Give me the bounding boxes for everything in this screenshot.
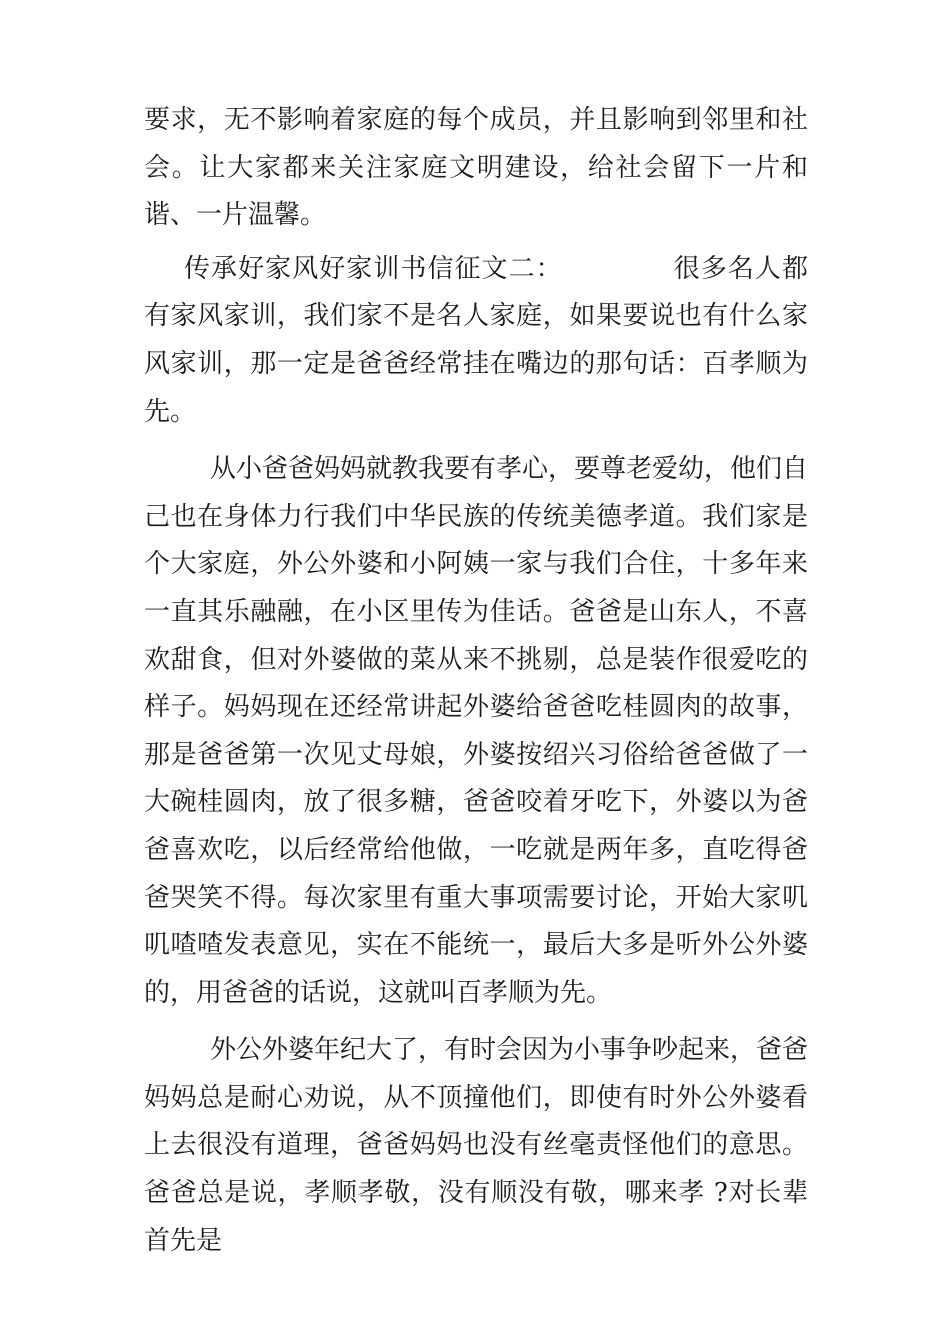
document-body <box>144 97 808 1265</box>
paragraph-3-text: 从小爸爸妈妈就教我要有孝心，要尊老爱幼，他们自己也在身体力行我们中华民族的传统美德孝道。我们家是个大家庭，外公外婆和小阿姨一家与我们合住，十多年来一直其乐融融，在小区里传为佳话。爸爸是山东人，不喜欢甜食，但对外婆做的菜从来不挑剔，总是装作很爱吃的样子。妈妈现在还经常讲起外婆给爸爸吃桂圆肉的故事，那是爸爸第一次见丈母娘，外婆按绍兴习俗给爸爸做了一大碗桂圆肉，放了很多糖，爸爸咬着牙吃下，外婆以为爸爸喜欢吃，以后经常给他做，一吃就是两年多，直吃得爸爸哭笑不得。每次家里有重大事项需要讨论，开始大家叽叽喳喳发表意见，实在不能统一，最后大多是听外公外婆的，用爸爸的话说，这就叫百孝顺为先。 <box>144 454 809 1008</box>
paragraph-2-text: 很多名人都有家风家训，我们家不是名人家庭，如果要说也有什么家风家训，那一定是爸爸经常挂在嘴边的那句话：百孝顺为先。 <box>144 253 808 427</box>
paragraph-1 <box>144 97 808 240</box>
paragraph-4-text: 外公外婆年纪大了，有时会因为小事争吵起来，爸爸妈妈总是耐心劝说，从不顶撞他们，即使有时外公外婆看上去很没有道理，爸爸妈妈也没有丝毫责怪他们的意思。爸爸总是说，孝顺孝敬，没有顺没有敬，哪来孝 ?对长辈首先是 <box>144 1035 809 1256</box>
paragraph-4 <box>144 1027 808 1265</box>
section-heading: 传承好家风好家训书信征文二： <box>184 253 563 284</box>
paragraph-1-text: 要求，无不影响着家庭的每个成员，并且影响到邻里和社会。让大家都来关注家庭文明建设，给社会留下一片和谐、一片温馨。 <box>144 105 808 231</box>
paragraph-3 <box>144 446 808 1017</box>
paragraph-2 <box>144 246 808 436</box>
